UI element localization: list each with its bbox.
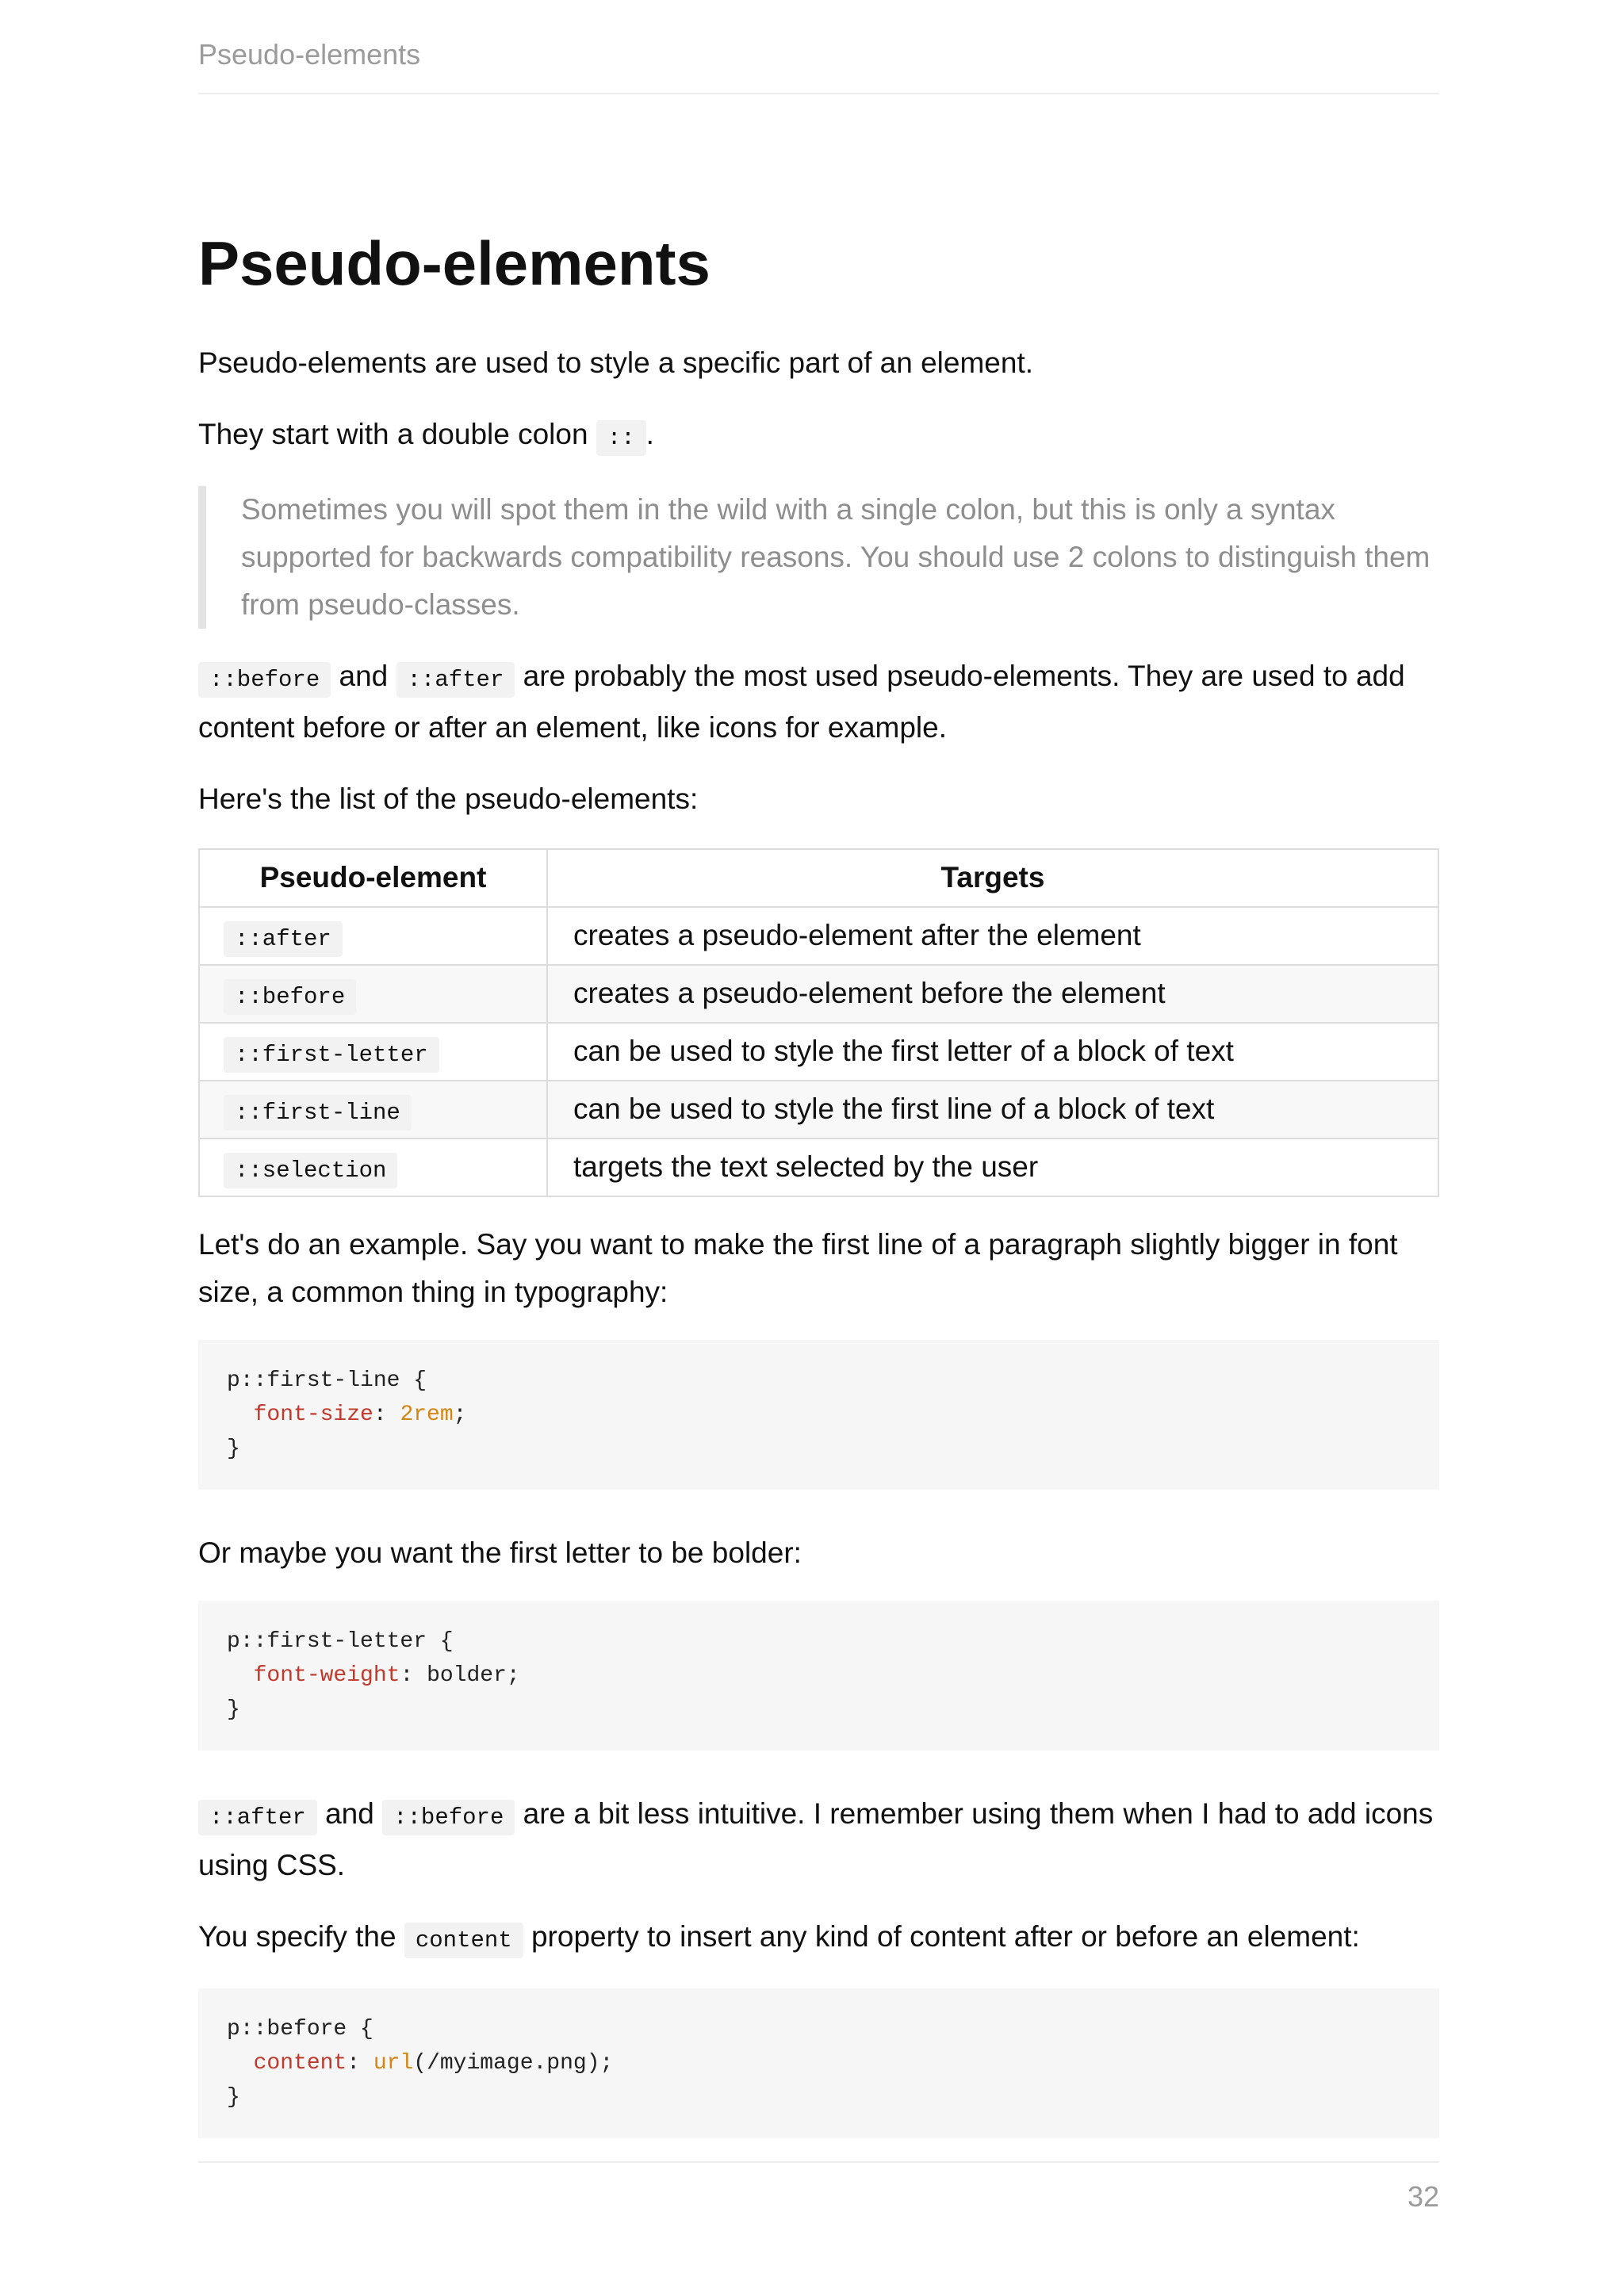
code-semicolon: ;	[453, 1402, 467, 1427]
column-header-pseudo-element: Pseudo-element	[199, 849, 547, 907]
code-close: }	[227, 2084, 240, 2110]
column-header-targets: Targets	[547, 849, 1438, 907]
code-arguments: (/myimage.png);	[413, 2050, 614, 2076]
table-row	[199, 907, 1438, 965]
targets-cell: targets the text selected by the user	[547, 1138, 1438, 1196]
footer-divider	[198, 2161, 1439, 2163]
inline-code: ::after	[198, 1800, 317, 1835]
double-colon-paragraph	[198, 411, 1439, 462]
inline-code: ::first-letter	[224, 1037, 439, 1073]
code-value: bolder;	[427, 1663, 520, 1688]
code-value: 2rem	[400, 1402, 454, 1427]
list-intro-paragraph: Here's the list of the pseudo-elements:	[198, 782, 699, 815]
pseudo-element-cell	[199, 965, 547, 1023]
before-after-paragraph	[198, 652, 1439, 752]
code-selector: p::before {	[227, 2016, 373, 2042]
inline-code: ::	[596, 420, 646, 456]
less-intuitive-paragraph	[198, 1790, 1439, 1889]
content-property-paragraph	[198, 1913, 1439, 1965]
page-content	[198, 230, 1439, 2178]
inline-code: ::after	[396, 662, 515, 698]
code-colon: :	[373, 1402, 400, 1427]
inline-code: ::before	[382, 1800, 515, 1835]
pseudo-element-cell	[199, 1138, 547, 1196]
note-text: Sometimes you will spot them in the wild with a single colon, but this is only a syntax supported for backwards compatibility reasons. You should use 2 colons to distinguish them from pseudo-classes.	[241, 492, 1431, 621]
running-header: Pseudo-elements	[198, 38, 421, 71]
table-row	[199, 1023, 1438, 1081]
code-close: }	[227, 1436, 240, 1461]
inline-code: ::selection	[224, 1153, 397, 1188]
text: They start with a double colon	[198, 417, 588, 450]
inline-code: ::before	[198, 662, 331, 698]
table-header-row	[199, 849, 1438, 907]
pseudo-elements-table	[198, 848, 1439, 1197]
code-selector: p::first-line {	[227, 1368, 427, 1393]
code-property: font-weight	[253, 1663, 400, 1688]
targets-cell: can be used to style the first letter of a block of text	[547, 1023, 1438, 1081]
text: are probably the most used pseudo-elements. They are used to add content before or after an element, like icons for example.	[198, 659, 1405, 744]
text: You specify the	[198, 1919, 396, 1953]
code-indent	[227, 1402, 254, 1427]
text: property to insert any kind of content after or before an element:	[530, 1919, 1360, 1953]
inline-code: ::after	[224, 921, 343, 957]
code-indent	[227, 2051, 254, 2076]
pseudo-element-cell	[199, 907, 547, 965]
table-row	[199, 1138, 1438, 1196]
code-colon: :	[400, 1663, 427, 1688]
code-colon: :	[347, 2050, 373, 2076]
code-function: url	[373, 2050, 414, 2076]
inline-code: ::before	[224, 979, 356, 1015]
code-block-before	[198, 1988, 1439, 2138]
inline-code: content	[404, 1923, 523, 1958]
table-row	[199, 1081, 1438, 1138]
text: .	[645, 417, 654, 450]
targets-cell: can be used to style the first line of a block of text	[547, 1081, 1438, 1138]
targets-cell: creates a pseudo-element after the element	[547, 907, 1438, 965]
code-block-first-line	[198, 1340, 1439, 1490]
code-indent	[227, 1663, 254, 1688]
text: and	[339, 659, 389, 692]
note-blockquote	[198, 486, 1439, 629]
page-number: 32	[1407, 2180, 1439, 2213]
code-close: }	[227, 1697, 240, 1722]
code-selector: p::first-letter {	[227, 1628, 454, 1654]
code-property: font-size	[253, 1402, 373, 1427]
intro-paragraph: Pseudo-elements are used to style a specific part of an element.	[198, 346, 1034, 379]
text: are a bit less intuitive. I remember using them when I had to add icons using CSS.	[198, 1797, 1434, 1881]
header-divider	[198, 93, 1439, 94]
targets-cell: creates a pseudo-element before the element	[547, 965, 1438, 1023]
table-row	[199, 965, 1438, 1023]
code-block-first-letter	[198, 1601, 1439, 1751]
pseudo-element-cell	[199, 1081, 547, 1138]
page-title: Pseudo-elements	[198, 228, 710, 298]
inline-code: ::first-line	[224, 1095, 412, 1131]
bolder-paragraph: Or maybe you want the first letter to be bolder:	[198, 1536, 802, 1569]
code-property: content	[253, 2050, 347, 2076]
example-paragraph: Let's do an example. Say you want to make the first line of a paragraph slightly bigger in font size, a common thing in typography:	[198, 1227, 1398, 1308]
pseudo-element-cell	[199, 1023, 547, 1081]
text: and	[325, 1797, 374, 1830]
